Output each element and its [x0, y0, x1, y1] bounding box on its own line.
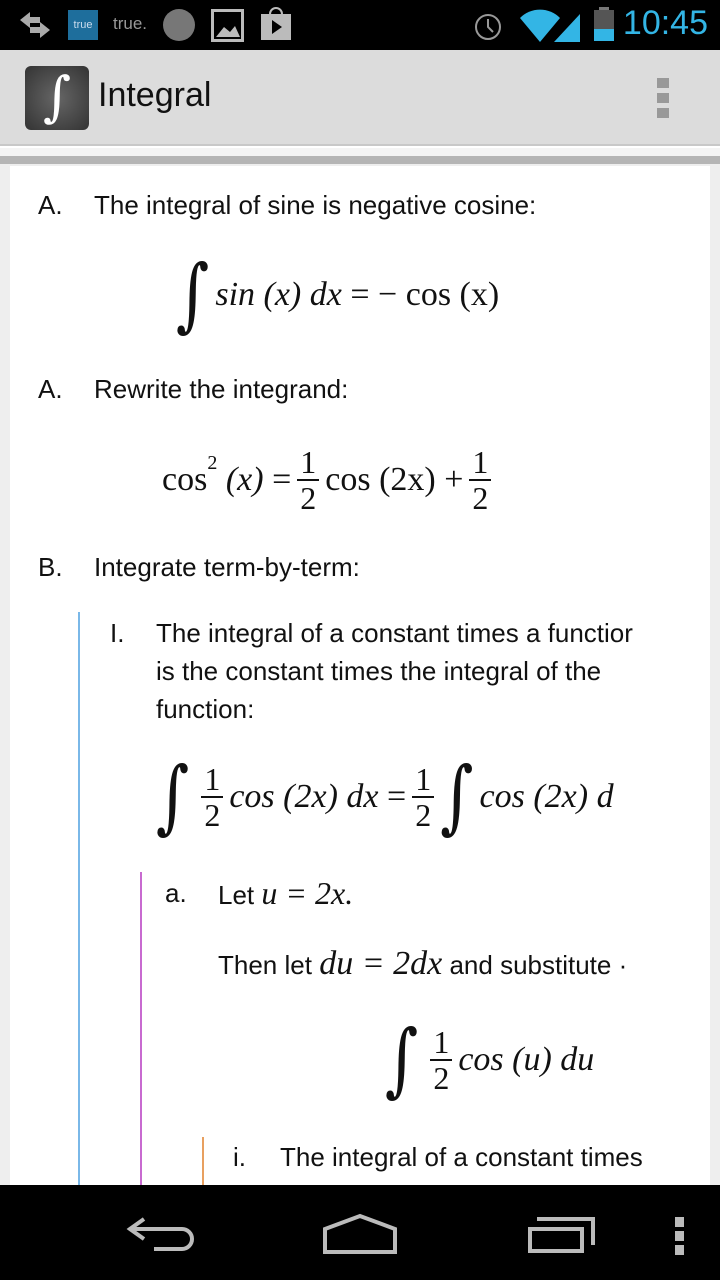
step-text: The integral of sine is negative cosine: — [94, 190, 537, 220]
equation: ∫ $\frac{1}{2}$ cos (2x) dx = $\frac{1}{2}$ ∫ cos (2x) d — [156, 752, 614, 842]
step-text: Integrate term-by-term: — [94, 552, 360, 582]
play-store-icon — [260, 6, 292, 40]
equation: ∫ $\frac{1}{2}$ cos (u) du — [385, 1013, 595, 1107]
menu-icon[interactable] — [670, 1215, 690, 1255]
step-text: function: — [156, 694, 255, 724]
back-icon[interactable] — [124, 1215, 196, 1255]
action-bar — [0, 50, 720, 146]
recents-icon[interactable] — [525, 1215, 597, 1255]
step-marker: a. — [165, 878, 187, 908]
step-text: Let u = 2x. — [218, 875, 354, 911]
divider — [0, 156, 720, 164]
step-marker: B. — [38, 552, 63, 582]
home-icon[interactable] — [322, 1213, 398, 1255]
equation: cos $^2$ (x) = $\frac{1}{2}$ cos (2x) + $\frac{1}{2}$ — [162, 436, 497, 524]
navigation-bar — [0, 1185, 720, 1280]
step-marker: i. — [233, 1142, 246, 1172]
gallery-icon — [211, 9, 244, 42]
step-text: Then let du = 2dx and substitute · — [218, 945, 628, 982]
true-text-icon: true. — [113, 14, 148, 33]
app-icon[interactable]: ∫ — [25, 66, 89, 130]
battery-icon — [593, 7, 615, 41]
clock: 10:45 — [622, 4, 708, 42]
app-title: Integral — [98, 76, 212, 114]
alarm-icon — [472, 10, 504, 42]
step-text: The integral of a constant times a functior — [156, 618, 633, 648]
sync-icon — [18, 10, 52, 40]
step-marker: I. — [110, 618, 125, 648]
divider — [0, 148, 720, 156]
step-text: is the constant times the integral of the — [156, 656, 602, 686]
step-marker: A. — [38, 374, 63, 404]
overflow-menu-button[interactable] — [645, 72, 685, 126]
step-marker: A. — [38, 190, 63, 220]
nest-line — [202, 1137, 204, 1185]
nest-line — [78, 612, 80, 1185]
step-text: Rewrite the integrand: — [94, 374, 349, 404]
nest-line — [140, 872, 142, 1185]
equation: ∫ sin (x) dx = − cos (x) — [176, 248, 500, 342]
status-bar — [0, 0, 720, 50]
torrent-icon — [163, 9, 195, 41]
wifi-icon — [518, 8, 584, 42]
true-app-icon: true — [68, 10, 98, 40]
step-text: The integral of a constant times — [280, 1142, 643, 1172]
